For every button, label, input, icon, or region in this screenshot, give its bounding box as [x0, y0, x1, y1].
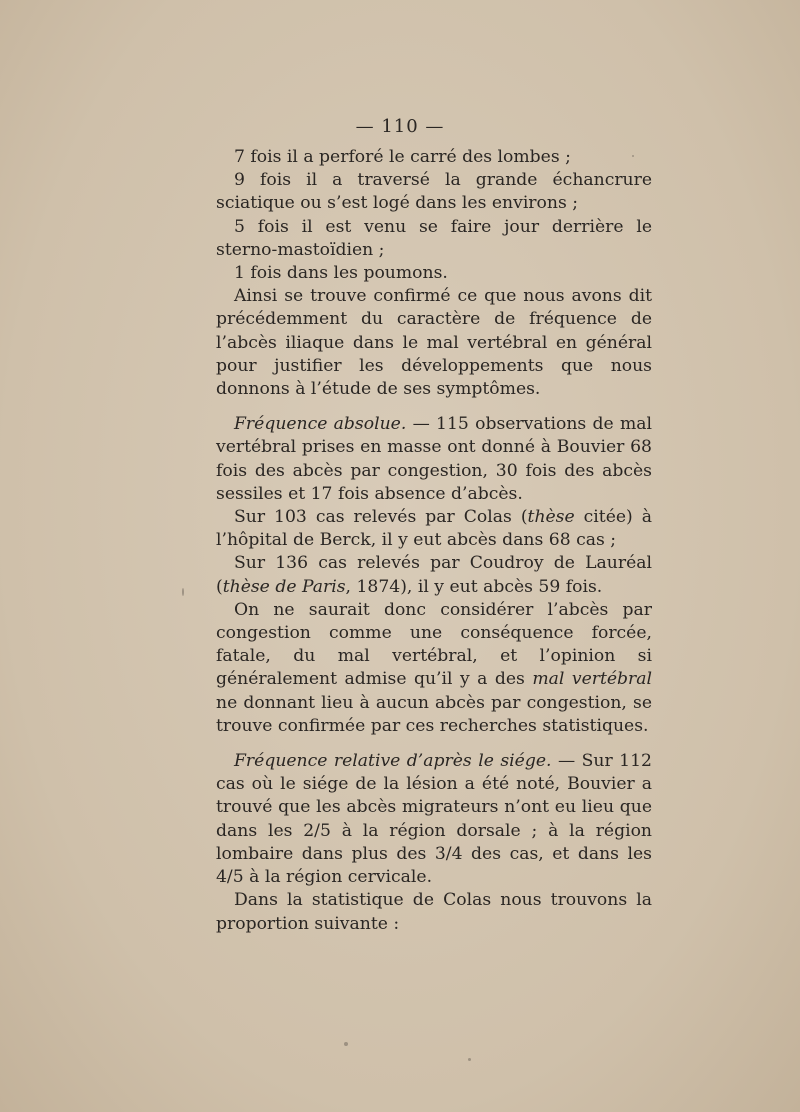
paper-speck — [182, 588, 184, 596]
text-coudroy-a: Sur 136 cas relevés par Coudroy de Lauréal ( — [216, 553, 652, 597]
text-conclusion-c: ne donnant lieu à aucun abcès par congestion, se trouve confirmée par ces recherches statistiques. — [216, 692, 652, 736]
paragraph-colas — [216, 506, 652, 552]
paragraph-frequence-relative — [216, 750, 652, 889]
paragraph-coudroy — [216, 552, 652, 598]
italic-mal-vertebral: mal vertébral — [532, 669, 652, 690]
italic-these-de-paris: thèse de Paris — [222, 576, 346, 597]
paragraph-confirmation: Ainsi se trouve confirmé ce que nous avons dit précédemment du caractère de fréquence de l’abcès iliaque dans le mal vertébral en général pour justifier les développements que nous donnons à l’étude de ses symptômes. — [216, 286, 652, 400]
paragraph-final: Dans la statistique de Colas nous trouvons la proportion suivante : — [216, 890, 652, 934]
paper-speck — [632, 155, 634, 157]
heading-frequence-relative: Fréquence relative d’après le siége. — [234, 751, 552, 772]
paragraph-conclusion — [216, 599, 652, 738]
text-frequence-relative: — Sur 112 cas où le siége de la lésion a été noté, Bouvier a trouvé que les abcès migrateurs n’ont eu lieu que dans les 2/5 à la région dorsale ; à la région lombaire dans plus des 3/4 des cas, et dans les 4/5 à la région cervicale. — [216, 751, 652, 888]
line-lombes: 7 fois il a perforé le carré des lombes ; — [234, 147, 571, 167]
text-coudroy-c: , 1874), il y eut abcès 59 fois. — [345, 576, 603, 597]
text-conclusion-a: On ne saurait donc considérer l’abcès par congestion comme une conséquence forcée, fatale, du mal vertébral, et l’opinion si généralement admise qu’il y a des — [216, 599, 652, 690]
text-frequence-absolue: — 115 observations de mal vertébral prises en masse ont donné à Bouvier 68 fois des abcès par congestion, 30 fois des abcès sessiles et 17 fois absence d’abcès. — [216, 414, 652, 504]
italic-these: thèse — [527, 507, 575, 528]
page-body — [216, 146, 652, 936]
text-colas-a: Sur 103 cas relevés par Colas ( — [234, 507, 528, 528]
paragraph-frequence-absolue — [216, 413, 652, 506]
page-number: — 110 — — [355, 116, 445, 137]
paper-speck — [468, 1058, 471, 1061]
line-sciatique: 9 fois il a traversé la grande échancrure sciatique ou s’est logé dans les environs ; — [216, 170, 652, 214]
paper-speck — [344, 1042, 348, 1046]
line-sterno: 5 fois il est venu se faire jour derrière le sterno-mastoïdien ; — [216, 216, 652, 260]
text-colas-c: citée) à l’hôpital de Berck, il y eut abcès dans 68 cas ; — [216, 507, 652, 551]
line-poumons: 1 fois dans les poumons. — [234, 263, 448, 284]
heading-frequence-absolue: Fréquence absolue. — [234, 414, 407, 435]
